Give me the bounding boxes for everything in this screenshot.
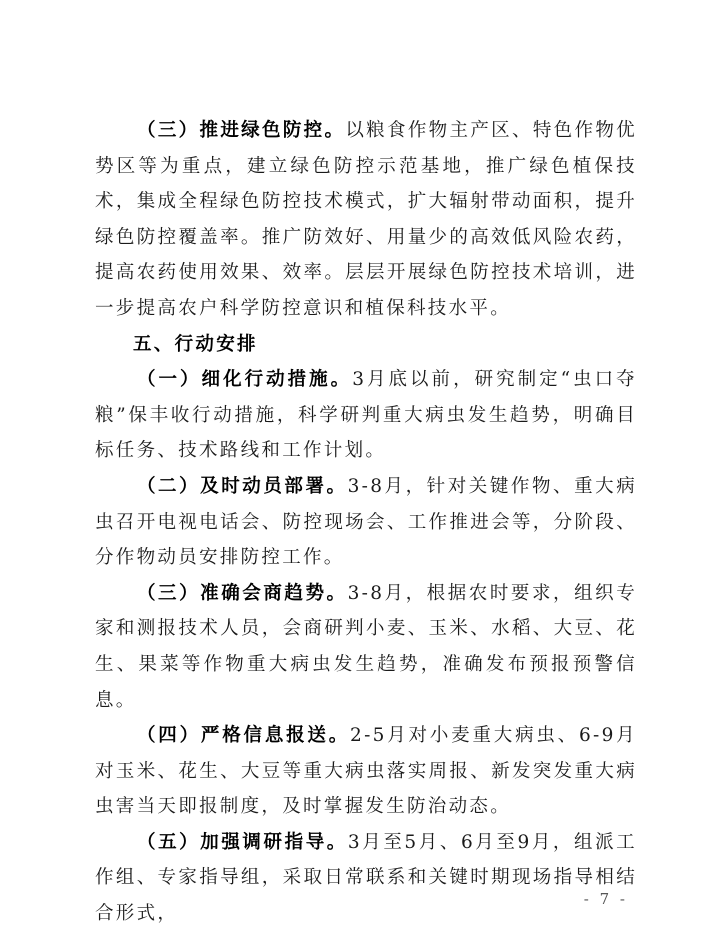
paragraph-body: 2-5月对小麦重大病虫、6-9月对玉米、花生、大豆等重大病虫落实周报、新发突发重大病虫害当天即报制度，及时掌握发生防治动态。 [95, 725, 637, 818]
page-number: - 7 - [583, 890, 628, 908]
paragraph-info-reporting [95, 718, 637, 825]
paragraph-lead: （五）加强调研指导。 [137, 831, 348, 853]
section-heading: 五、行动安排 [133, 333, 258, 355]
paragraph-lead: （一）细化行动措施。 [137, 369, 353, 391]
document-body [95, 113, 637, 932]
paragraph-consult-trends [95, 576, 637, 718]
paragraph-body: 以粮食作物主产区、特色作物优势区等为重点，建立绿色防控示范基地，推广绿色植保技术，集成全程绿色防控技术模式，扩大辐射带动面积，提升绿色防控覆盖率。推广防效好、用量少的高效低风险农药，提高农药使用效果、效率。层层开展绿色防控技术培训，进一步提高农户科学防控意识和植保科技水平。 [95, 120, 637, 319]
paragraph-green-control [95, 113, 637, 327]
paragraph-lead: （四）严格信息报送。 [137, 725, 351, 747]
paragraph-body: 3月至5月、6月至9月，组派工作组、专家指导组，采取日常联系和关键时期现场指导相结合形式， [95, 831, 637, 925]
paragraph-body: 3-8月，根据农时要求，组织专家和测报技术人员，会商研判小麦、玉米、水稻、大豆、花生、果菜等作物重大病虫发生趋势，准确发布预报预警信息。 [95, 582, 637, 711]
paragraph-refine-measures [95, 362, 637, 469]
paragraph-lead: （三）推进绿色防控。 [137, 120, 346, 141]
paragraph-lead: （三）准确会商趋势。 [137, 582, 348, 604]
paragraph-body: 3-8月，针对关键作物、重大病虫召开电视电话会、防控现场会、工作推进会等，分阶段、分作物动员安排防控工作。 [95, 475, 637, 569]
paragraph-body: 3月底以前，研究制定“虫口夺粮”保丰收行动措施，科学研判重大病虫发生趋势，明确目标任务、技术路线和工作计划。 [95, 369, 637, 462]
paragraph-mobilize [95, 469, 637, 576]
paragraph-lead: （二）及时动员部署。 [137, 475, 348, 497]
paragraph-research-guidance [95, 825, 637, 932]
